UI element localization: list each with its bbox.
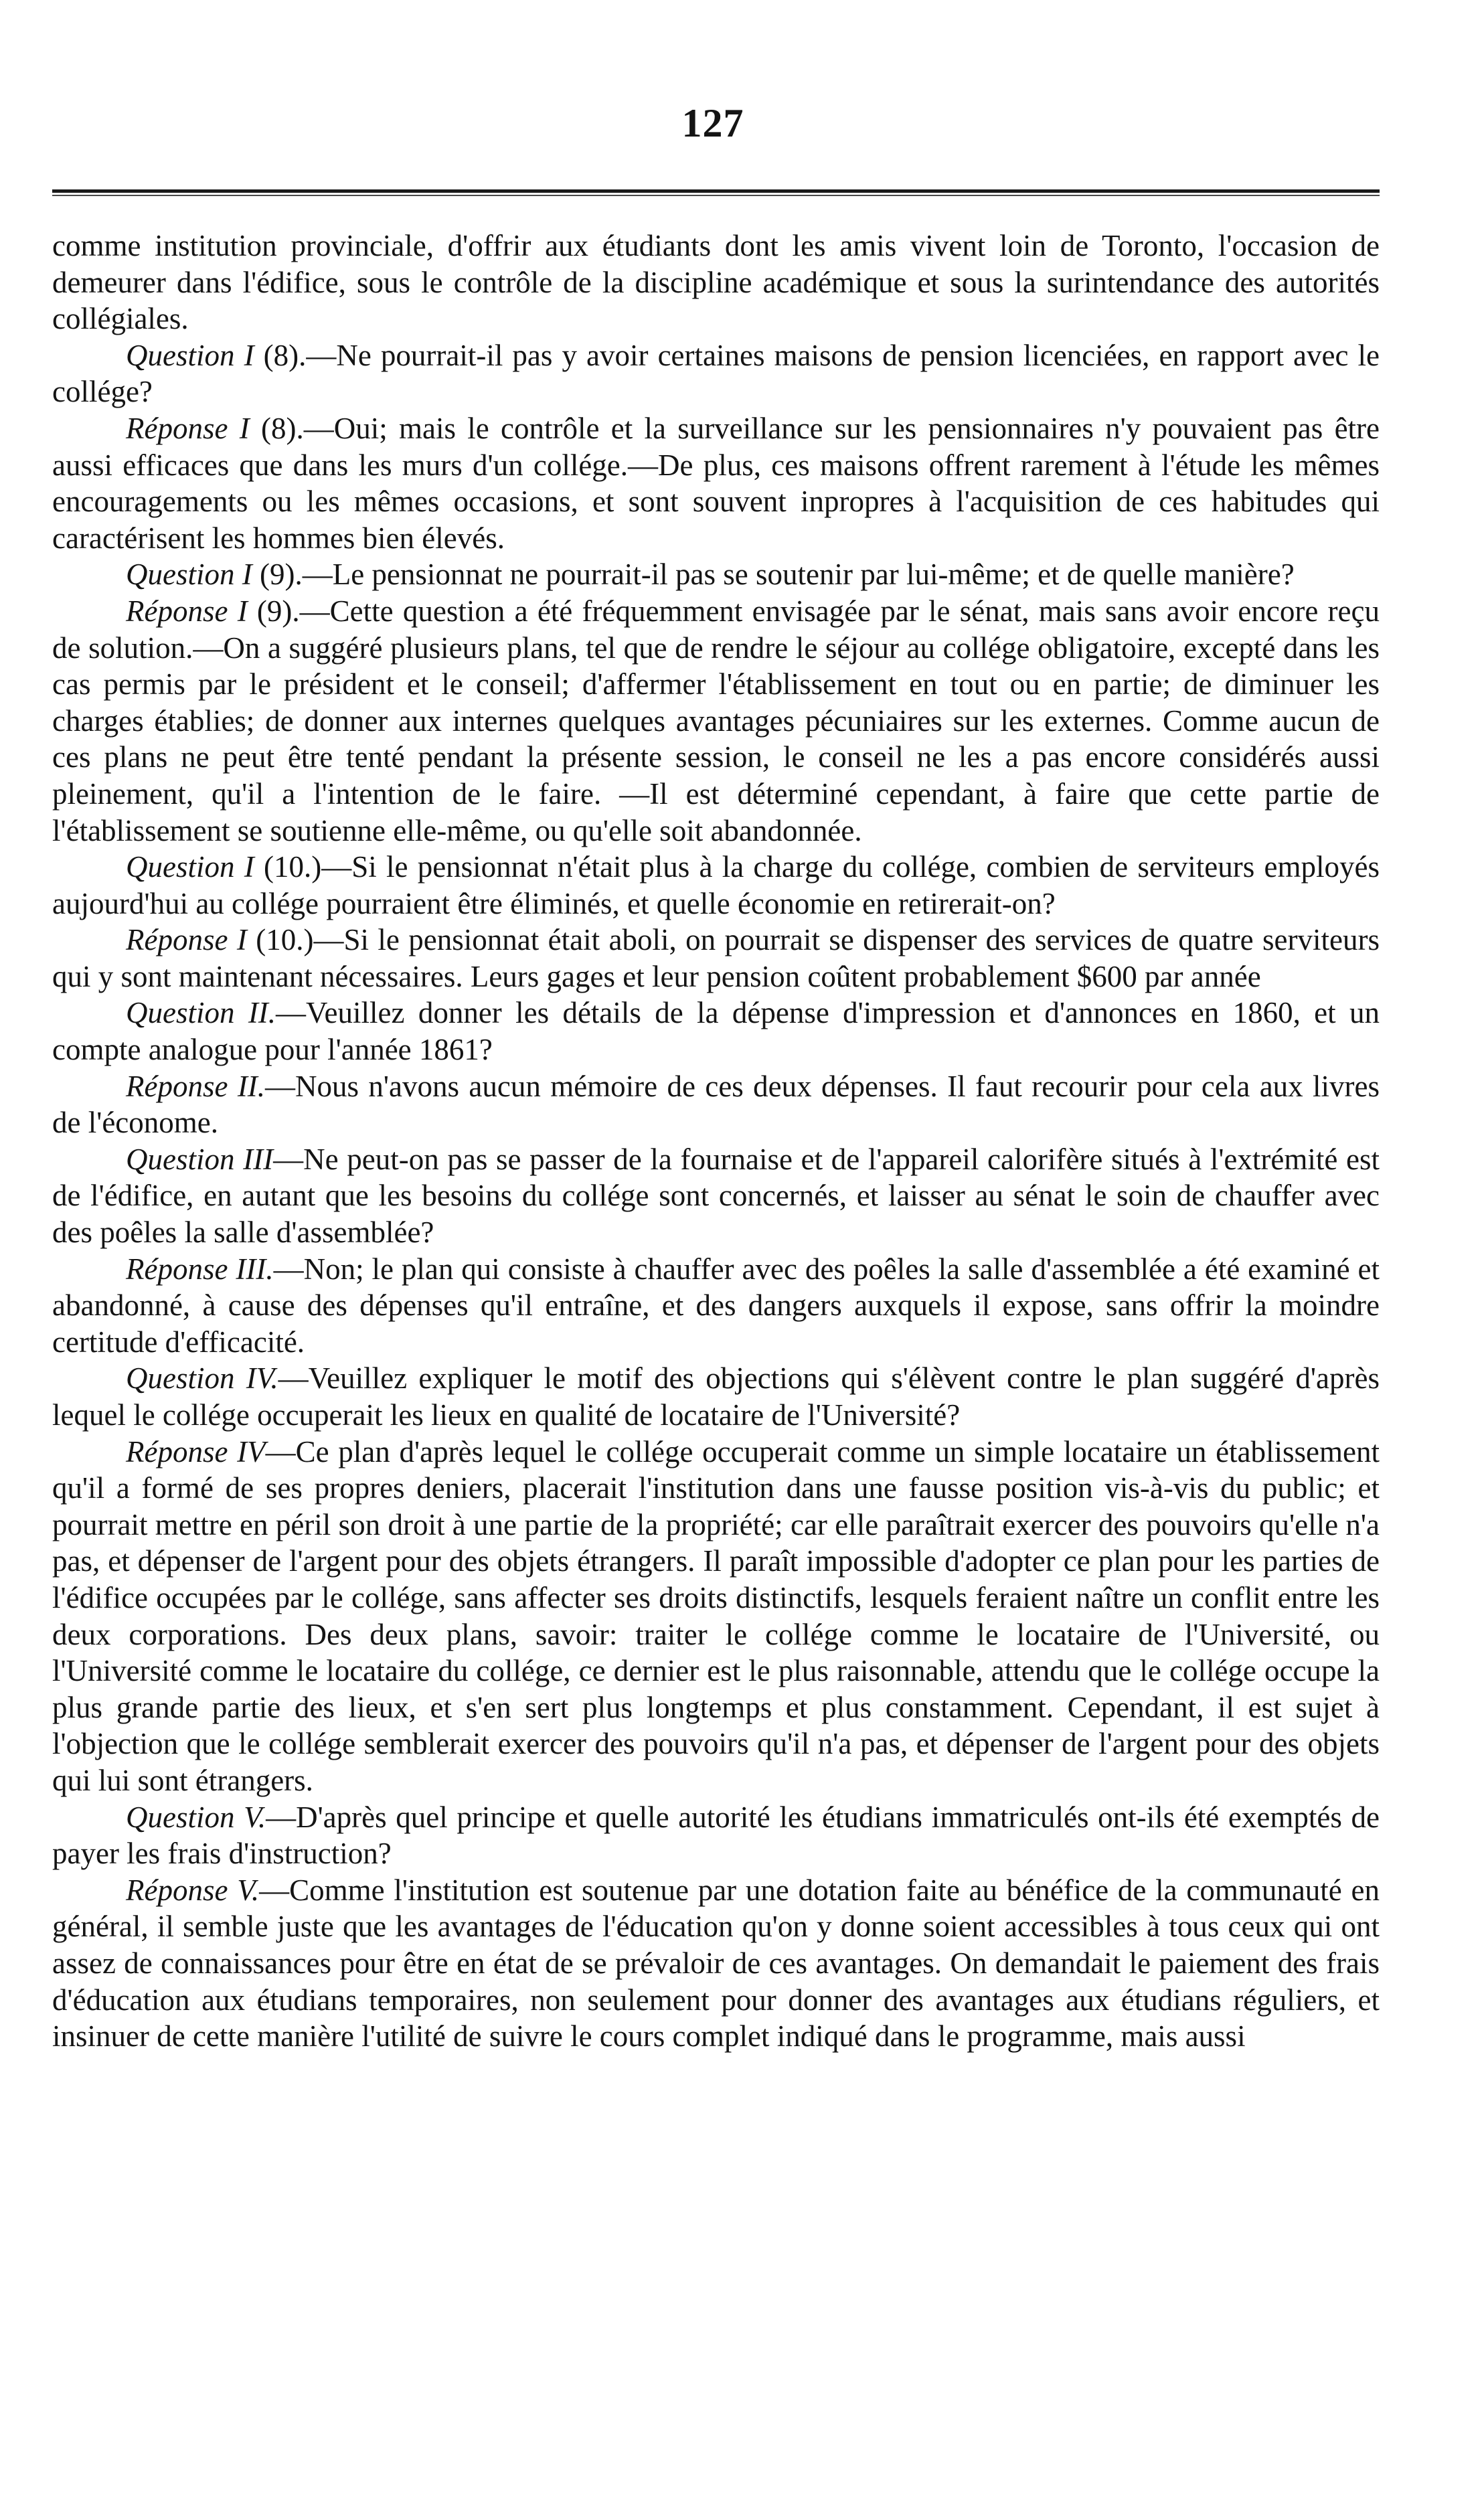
- paragraph-label: Réponse II.: [126, 1069, 266, 1103]
- paragraph-question: [52, 1141, 1380, 1251]
- header-rule: [52, 189, 1380, 193]
- paragraph-question: [52, 556, 1380, 593]
- paragraph-text: (8).—Oui; mais le contrôle et la surveillance sur les pensionnaires n'y pouvaient pas être aussi efficaces que dans les murs d'un collége.—De plus, ces maisons offrent rarement à l'étude les mêmes encouragements ou les mêmes occasions, et sont souvent inpropres à l'acquisition de ces habitudes qui caractérisent les hommes bien élevés.: [52, 411, 1380, 555]
- paragraph-label: Réponse V.: [126, 1873, 260, 1907]
- paragraph-label: Réponse IV: [126, 1434, 266, 1469]
- paragraph-text: —Ne peut-on pas se passer de la fournaise et de l'appareil calorifère situés à l'extrémité est de l'édifice, en autant que les besoins du collége sont concernés, et laisser au sénat le soin de chauffer avec des poêles la salle d'assemblée?: [52, 1142, 1380, 1250]
- paragraph-text: —Non; le plan qui consiste à chauffer avec des poêles la salle d'assemblée a été examiné et abandonné, à cause des dépenses qu'il entraîne, et des dangers auxquels il expose, sans offrir la moindre certitude d'efficacité.: [52, 1252, 1380, 1359]
- paragraph-answer: [52, 922, 1380, 995]
- paragraph-text: (9).—Cette question a été fréquemment envisagée par le sénat, mais sans avoir encore reçu de solution.—On a suggéré plusieurs plans, tel que de rendre le séjour au collége obligatoire, excepté dans les cas permis par le président et le conseil; d'affermer l'établissement en tout ou en partie; de diminuer les charges établies; de donner aux internes quelques avantages pécuniaires sur les externes. Comme aucun de ces plans ne peut être tenté pendant la présente session, le conseil ne les a pas encore considérés aussi pleinement, qu'il a l'intention de le faire. —Il est déterminé cependant, à faire que cette partie de l'établissement se soutienne elle-même, ou qu'elle soit abandonnée.: [52, 594, 1380, 847]
- paragraph-answer: [52, 1872, 1380, 2055]
- paragraph-question: [52, 1360, 1380, 1433]
- page-number: 127: [681, 101, 744, 145]
- paragraph-label: Question V.: [126, 1800, 266, 1834]
- paragraph-text: —D'après quel principe et quelle autorité les étudians immatriculés ont-ils été exemptés de payer les frais d'instruction?: [52, 1800, 1380, 1871]
- paragraph-text: (8).—Ne pourrait-il pas y avoir certaines maisons de pension licenciées, en rapport avec le collége?: [52, 338, 1380, 409]
- paragraph-text: —Nous n'avons aucun mémoire de ces deux dépenses. Il faut recourir pour cela aux livres de l'économe.: [52, 1069, 1380, 1140]
- paragraph-label: Question IV.: [126, 1361, 278, 1396]
- paragraph-label: Question I: [126, 558, 252, 592]
- paragraph-label: Réponse I: [126, 923, 247, 957]
- paragraph-label: Réponse I: [126, 411, 250, 445]
- paragraph-answer: [52, 593, 1380, 849]
- paragraph-question: [52, 995, 1380, 1068]
- paragraph-question: [52, 1799, 1380, 1872]
- paragraph-text: comme institution provinciale, d'offrir aux étudiants dont les amis vivent loin de Toronto, l'occasion de demeurer dans l'édifice, sous le contrôle de la discipline académique et sous la surintendance des autorités collégiales.: [52, 229, 1380, 336]
- paragraph-text: (10.)—Si le pensionnat n'était plus à la charge du collége, combien de serviteurs employés aujourd'hui au collége pourraient être éliminés, et quelle économie en retirerait-on?: [52, 850, 1380, 920]
- paragraph-label: Réponse III.: [126, 1252, 274, 1286]
- paragraph-text: —Veuillez expliquer le motif des objections qui s'élèvent contre le plan suggéré d'après lequel le collége occuperait les lieux en qualité de locataire de l'Université?: [52, 1361, 1380, 1432]
- paragraph-label: Question III: [126, 1142, 274, 1176]
- paragraph-text: —Veuillez donner les détails de la dépense d'impression et d'annonces en 1860, et un compte analogue pour l'année 1861?: [52, 996, 1380, 1067]
- header-rule-secondary: [52, 195, 1380, 196]
- paragraph-label: Question I: [126, 850, 254, 884]
- paragraph-text: —Ce plan d'après lequel le collége occuperait comme un simple locataire un établissement qu'il a formé de ses propres deniers, placerait l'institution dans une fausse position vis-à-vis du public; et pourrait mettre en péril son droit à une partie de la propriété; car elle paraîtrait exercer des pouvoirs qu'elle n'a pas, et dépenser de l'argent pour des objets étrangers. Il paraît impossible d'adopter ce plan pour les parties de l'édifice occupées par le collége, sans affecter ses droits distinctifs, lesquels feraient naître un conflit entre les deux corporations. Des deux plans, savoir: traiter le collége comme le locataire de l'Université, ou l'Université comme le locataire du collége, ce dernier est le plus raisonnable, attendu que le collége occupe la plus grande partie des lieux, et s'en sert plus longtemps et plus constamment. Cependant, il est sujet à l'objection que le collége semblerait exercer des pouvoirs qu'il n'a pas, et dépenser de l'argent pour des objets qui lui sont étrangers.: [52, 1434, 1380, 1797]
- paragraph-question: [52, 337, 1380, 410]
- paragraph-text: (9).—Le pensionnat ne pourrait-il pas se soutenir par lui-même; et de quelle manière?: [252, 558, 1295, 592]
- paragraph-answer: [52, 1251, 1380, 1361]
- paragraph-answer: [52, 410, 1380, 556]
- paragraph-label: Question II.: [126, 996, 276, 1030]
- paragraph-continuation: [52, 228, 1380, 337]
- paragraph-label: Question I: [126, 338, 254, 372]
- paragraph-label: Réponse I: [126, 594, 248, 628]
- paragraph-text: —Comme l'institution est soutenue par une dotation faite au bénéfice de la communauté en général, il semble juste que les avantages de l'éducation qu'on y donne soient accessibles à tous ceux qui ont assez de connaissances pour être en état de se prévaloir de ces avantages. On demandait le paiement des frais d'éducation aux étudians temporaires, non seulement pour donner des avantages aux étudians réguliers, et insinuer de cette manière l'utilité de suivre le cours complet indiqué dans le programme, mais aussi: [52, 1873, 1380, 2054]
- body-text: [52, 228, 1380, 2055]
- paragraph-text: (10.)—Si le pensionnat était aboli, on pourrait se dispenser des services de quatre serviteurs qui y sont maintenant nécessaires. Leurs gages et leur pension coûtent probablement $600 par année: [52, 923, 1380, 993]
- paragraph-answer: [52, 1434, 1380, 1799]
- paragraph-answer: [52, 1068, 1380, 1141]
- paragraph-question: [52, 849, 1380, 922]
